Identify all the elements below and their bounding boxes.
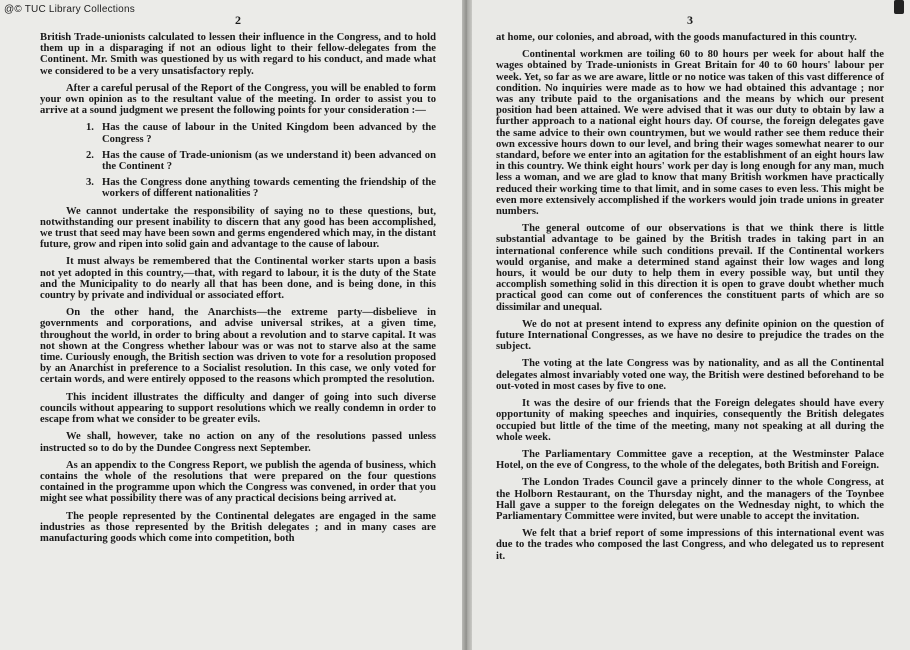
paragraph: On the other hand, the Anarchists—the extreme party—disbelieve in governments and corporations, and advise universal strikes, at a given time, throughout the world, in order to bring about a revolution and to starve capital. It was not shown at the Congress whether labour was or was not to starve also at the same time. Curiously enough, the British section was driven to vote for a resolution proposed by an Anarchist in preference to a Socialist resolution. In this case, we only voted for certain words, and were entirely opposed to the reasons which prompted the resolution. [40, 307, 436, 386]
paragraph: After a careful perusal of the Report of the Congress, you will be enabled to form your own opinion as to the resultant value of the meeting. In order to assist you to arrive at a sound judgment we present the following points for your consideration :— [40, 82, 436, 117]
page-number-right: 3 [687, 13, 693, 27]
question-number: 3. [86, 177, 94, 189]
page-gutter [462, 0, 472, 650]
page-number-left: 2 [235, 13, 241, 27]
question-number: 1. [86, 122, 94, 134]
paragraph: It was the desire of our friends that the Foreign delegates should have every opportunity of making speeches and inquiries, consequently the British delegates occupied but little of the time of the meeting, many not speaking at all during the whole week. [496, 398, 884, 443]
question-text: Has the Congress done anything towards cementing the friendship of the workers of different nationalities ? [102, 177, 436, 200]
corner-mark [894, 0, 904, 14]
question-item [86, 177, 436, 199]
question-text: Has the cause of Trade-unionism (as we understand it) been advanced on the Continent ? [102, 149, 436, 173]
question-item [86, 122, 436, 144]
question-number: 2. [86, 149, 94, 161]
question-text: Has the cause of labour in the United Kingdom been advanced by the Congress ? [102, 122, 436, 145]
question-item [86, 150, 436, 172]
paragraph: We felt that a brief report of some impressions of this international event was due to the trades who composed the last Congress, and who delegated us to represent it. [496, 528, 884, 562]
paragraph: at home, our colonies, and abroad, with the goods manufactured in this country. [496, 32, 857, 43]
paragraph: The London Trades Council gave a princely dinner to the whole Congress, at the Holborn Restaurant, on the Thursday night, and the managers of the Toynbee Hall gave a supper to the foreign delegates on the Wednesday night, to which the Parliamentary Committee were invited, but were unable to accept the invitation. [496, 477, 884, 522]
paragraph: The Parliamentary Committee gave a reception, at the Westminster Palace Hotel, on the eve of Congress, to the whole of the delegates, both British and Foreign. [496, 448, 884, 472]
paragraph: British Trade-unionists calculated to lessen their influence in the Congress, and to hold them up in a disparaging if not an odious light to their fellow-delegates from the Continent. Mr. Smith was questioned by us with regard to his conduct, and made what we considered to be a very unsatisfactory reply. [40, 32, 436, 77]
paragraph: Continental workmen are toiling 60 to 80 hours per week for about half the wages obtained by Trade-unionists in Great Britain for 40 to 60 hours' labour per week. Yet, so far as we are aware, little or no notice was taken of this vast difference of condition. No inquiries were made as to how we had obtained this advantage ; nor was any tribute paid to the organisations and the means by which our present position had been attained. We were advised that it was our duty to obtain by law a further approach to a national eight hours day. Of course, the foreign delegates gave the same advice to their own countrymen, but we would rather see them reduce their own excessive hours down to our level, and bring their wages somewhat nearer to our standard, before we enter into an agitation for the establishment of an eight hours law in this country. We think eight hours' work per day is long enough for any man, much less a woman, and we are glad to know that many British workmen have practically reduced their working time to that limit, and in some cases to even less. This might be even more extensively accomplished if the workers would join trade unions in greater numbers. [496, 49, 884, 218]
paragraph: The voting at the late Congress was by nationality, and as all the Continental delegates almost invariably voted one way, the British were destined beforehand to be out-voted in most cases by five to one. [496, 358, 884, 392]
paragraph: The general outcome of our observations is that we think there is little substantial advantage to be gained by the British trades in taking part in an international conference while such conditions prevail. If the Continental workers would organise, and make a determined stand against their low wages and long hours, it would be our duty to help them in every possible way, but until they accomplish something solid in this direction it is open to grave doubt whether much practical good can come out of conferences the constituent parts of which are so dissimilar and unequal. [496, 223, 884, 313]
paragraph: We do not at present intend to express any definite opinion on the question of future International Congresses, as we have no desire to prejudice the trades on the subject. [496, 318, 884, 353]
right-page [472, 0, 910, 650]
paragraph: As an appendix to the Congress Report, we publish the agenda of business, which contains the whole of the resolutions that were prepared on the four questions contained in the programme upon which the Congress was convened, in order that you might see what possibility there was of any practical decisions being arrived at. [40, 459, 436, 505]
paragraph: We cannot undertake the responsibility of saying no to these questions, but, notwithstanding our present inability to discern that any good has been accomplished, we trust that seed may have been sown and germs engendered which may, in the distant future, grow and ripen into solid gain and advantage to the cause of labour. [40, 205, 436, 251]
question-list [40, 122, 436, 199]
paragraph: The people represented by the Continental delegates are engaged in the same industries as those represented by the British delegates ; and in many cases are manufacturing goods which come into competition, both [40, 510, 436, 544]
paragraph: It must always be remembered that the Continental worker starts upon a basis not yet adopted in this country,—that, with regard to labour, it is the duty of the State and the Municipality to do nearly all that has been done, and is being done, in this country by private and individual or associated effort. [40, 256, 436, 302]
watermark-text: @© TUC Library Collections [4, 4, 135, 15]
paragraph: This incident illustrates the difficulty and danger of going into such diverse councils without appearing to support resolutions which we really condemn in order to escape from what we consider to be greater evils. [40, 391, 436, 426]
paragraph: We shall, however, take no action on any of the resolutions passed unless instructed so to do by the Dundee Congress next September. [40, 431, 436, 454]
